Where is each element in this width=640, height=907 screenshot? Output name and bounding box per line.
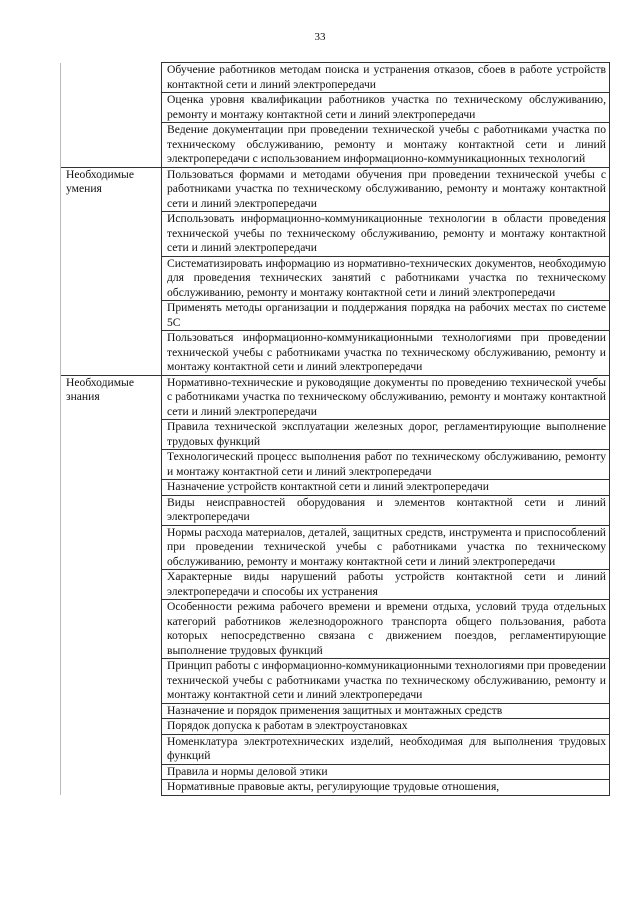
requirement-item: Применять методы организации и поддержания порядка на рабочих местах по системе 5С — [162, 301, 610, 331]
requirement-item: Технологический процесс выполнения работ по техническому обслуживанию, ремонту и монтажу контактной сети и линий электропередачи — [162, 450, 610, 480]
requirement-item: Использовать информационно-коммуникационные технологии в области проведения технической учебы по техническому обслуживанию, ремонту и монтажу контактной сети и линий электропередачи — [162, 212, 610, 257]
section-label: Необходимые умения — [61, 167, 162, 375]
requirement-item: Обучение работников методам поиска и устранения отказов, сбоев в работе устройств контактной сети и линий электропередачи — [162, 63, 610, 93]
requirement-item: Порядок допуска к работам в электроустановках — [162, 719, 610, 735]
requirement-item: Назначение и порядок применения защитных и монтажных средств — [162, 703, 610, 719]
table-row — [61, 63, 610, 93]
requirement-item: Назначение устройств контактной сети и линий электропередачи — [162, 480, 610, 496]
requirement-item: Правила и нормы деловой этики — [162, 764, 610, 780]
competency-table — [60, 62, 610, 796]
requirement-item: Нормативно-технические и руководящие документы по проведению технической учебы с работниками участка по техническому обслуживанию, ремонту и монтажу контактной сети и линий электропередачи — [162, 375, 610, 420]
requirement-item: Характерные виды нарушений работы устройств контактной сети и линий электропередачи и способы их устранения — [162, 570, 610, 600]
requirement-item: Нормативные правовые акты, регулирующие трудовые отношения, — [162, 780, 610, 796]
requirement-item: Особенности режима рабочего времени и времени отдыха, условий труда отдельных категорий работников железнодорожного транспорта общего пользования, работа которых непосредственно связана с движением поездов, регламентирующие выполнение трудовых функций — [162, 600, 610, 659]
requirement-item: Пользоваться формами и методами обучения при проведении технической учебы с работниками участка по техническому обслуживанию, ремонту и монтажу контактной сети и линий электропередачи — [162, 167, 610, 212]
section-label — [61, 63, 162, 168]
requirement-item: Виды неисправностей оборудования и элементов контактной сети и линий электропередачи — [162, 495, 610, 525]
requirement-item: Нормы расхода материалов, деталей, защитных средств, инструмента и приспособлений при проведении технической учебы с работниками участка по техническому обслуживанию, ремонту и монтажу контактной сети и линий электропередачи — [162, 525, 610, 570]
requirement-item: Номенклатура электротехнических изделий, необходимая для выполнения трудовых функций — [162, 734, 610, 764]
requirement-item: Пользоваться информационно-коммуникационными технологиями при проведении технической учебы с работниками участка по техническому обслуживанию, ремонту и монтажу контактной сети и линий электропередачи — [162, 331, 610, 376]
page-number: 33 — [314, 31, 326, 43]
requirement-item: Оценка уровня квалификации работников участка по техническому обслуживанию, ремонту и монтажу контактной сети и линий электропередачи — [162, 93, 610, 123]
requirement-item: Систематизировать информацию из нормативно-технических документов, необходимую для проведения технических занятий с работниками участка по техническому обслуживанию, ремонту и монтажу контактной сети и линий электропередачи — [162, 256, 610, 301]
requirement-item: Правила технической эксплуатации железных дорог, регламентирующие выполнение трудовых функций — [162, 420, 610, 450]
requirement-item: Ведение документации при проведении технической учебы с работниками участка по техническому обслуживанию, ремонту и монтажу контактной сети и линий электропередачи с использованием информационно-коммуникационных технологий — [162, 123, 610, 168]
requirement-item: Принцип работы с информационно-коммуникационными технологиями при проведении технической учебы с работниками участка по техническому обслуживанию, ремонту и монтажу контактной сети и линий электропередачи — [162, 659, 610, 704]
section-label: Необходимые знания — [61, 375, 162, 795]
table-row — [61, 375, 610, 420]
table-row — [61, 167, 610, 212]
